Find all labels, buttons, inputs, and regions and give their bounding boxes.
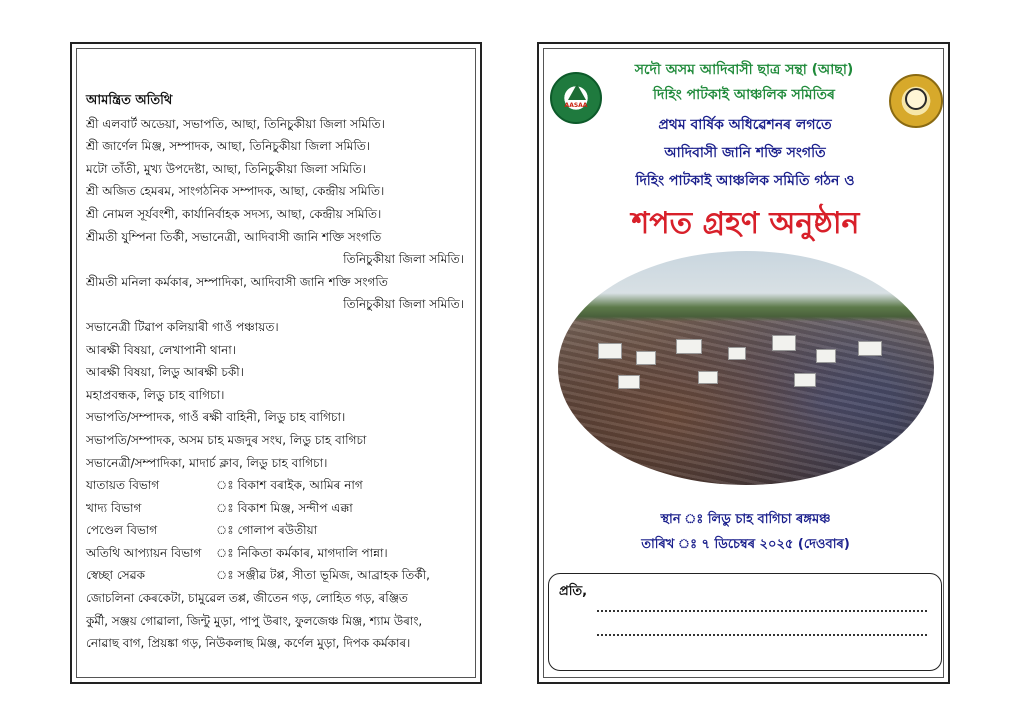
- guest-line: শ্ৰী এলবাৰ্ট অডেয়া, সভাপতি, আছা, তিনিচুকীয়া জিলা সমিতি।: [86, 116, 385, 131]
- department-row: [86, 474, 470, 497]
- ceremony-title: শপত গ্ৰহণ অনুষ্ঠান: [631, 206, 860, 241]
- guest-line: শ্ৰীমতী মনিলা কৰ্মকাৰ, সম্পাদিকা, আদিবাসী জানি শক্তি সংগতি: [86, 274, 388, 289]
- placard: [772, 335, 796, 351]
- event-description-line: আদিবাসী জানি শক্তি সংগতি: [664, 145, 826, 161]
- logo-text: AASAA: [564, 102, 588, 109]
- crowd-photo: [558, 251, 934, 485]
- department-name: পেণ্ডেল বিভাগ: [86, 523, 158, 538]
- guest-line: সভানেত্ৰী টিৱাপ কলিয়াৰী গাওঁ পঞ্চায়ত।: [86, 319, 279, 334]
- guest-line: আৰক্ষী বিষয়া, লিডু আৰক্ষী চকী।: [86, 365, 244, 380]
- logo-emblem: [568, 84, 586, 100]
- venue-text: স্থান ঃ লিডু চাহ বাগিচা ৰঙ্গমঞ্চ: [660, 512, 831, 527]
- volunteer-list-line: নোৱাছ বাগ, প্ৰিয়ঙ্কা গড়, নিউকলাছ মিঞ্জ, কৰ্ণেল মুড়া, দিপক কৰ্মকাৰ।: [86, 636, 411, 651]
- invitation-cover-panel: [537, 42, 950, 684]
- department-row: [86, 542, 470, 565]
- event-description-line: দিহিং পাটকাই আঞ্চলিক সমিতি গঠন ও: [635, 173, 855, 189]
- department-name: যাতায়ত বিভাগ: [86, 478, 160, 493]
- department-name: অতিথি আপ্যায়ন বিভাগ: [86, 545, 202, 560]
- guest-list: [86, 90, 470, 655]
- volunteer-list-line: জোচলিনা কেৰকেটা, চামুৱেল তপ্প, জীতেন গড়, লোহিত গড়, ৰঞ্জিত: [86, 591, 408, 606]
- event-description-line: প্ৰথম বাৰ্ষিক অধিৱেশনৰ লগতে: [658, 117, 832, 133]
- placard: [728, 347, 746, 360]
- logo-emblem: [905, 88, 927, 110]
- department-row: [86, 564, 470, 587]
- guest-heading: আমন্ত্ৰিত অতিথি: [86, 93, 173, 108]
- department-members: ঃ বিকাশ মিঞ্জ, সন্দীপ এক্কা: [216, 500, 353, 515]
- recipient-address-box: [548, 573, 942, 671]
- guest-line: শ্ৰী জাৰ্ণেল মিঞ্জ, সম্পাদক, আছা, তিনিচুকীয়া জিলা সমিতি।: [86, 139, 371, 154]
- guest-line: সভানেত্ৰী/সম্পাদিকা, মাদাৰ্চ ক্লাব, লিডু চাহ বাগিচা।: [86, 455, 328, 470]
- guest-list-panel: [70, 42, 482, 684]
- guest-line: মহাপ্ৰবন্ধক, লিডু চাহ বাগিচা।: [86, 387, 225, 402]
- volunteer-list-line: কুৰ্মী, সঞ্জয় গোৱালা, জিন্টু মুড়া, পাপু উৰাং, ফুলজেঞ্চ মিঞ্জ, শ্যাম উৰাং,: [86, 613, 423, 628]
- placard: [618, 375, 640, 389]
- placard: [858, 341, 882, 356]
- department-name: স্বেচ্ছা সেৱক: [86, 568, 146, 583]
- department-members: ঃ গোলাপ ৰউতীয়া: [216, 523, 318, 538]
- department-row: [86, 497, 470, 520]
- guest-line: সভাপতি/সম্পাদক, অসম চাহ মজদুৰ সংঘ, লিডু চাহ বাগিচা: [86, 432, 367, 447]
- placard: [698, 371, 718, 384]
- department-members: ঃ নিকিতা কৰ্মকাৰ, মাগদালি পান্না।: [216, 545, 388, 560]
- placard: [598, 343, 622, 359]
- department-members: ঃ সঞ্জীৱ টপ্প, সীতা ভূমিজ, আব্ৰাহক তিৰ্কী,: [216, 568, 430, 583]
- organization-name: সদৌ অসম আদিবাসী ছাত্ৰ সন্থা (আছা): [634, 62, 854, 78]
- guest-line: শ্ৰী নোমল সূৰ্যবংশী, কাৰ্যানিৰ্বাহক সদস্য, আছা, কেন্দ্ৰীয় সমিতি।: [86, 206, 382, 221]
- department-name: খাদ্য বিভাগ: [86, 500, 142, 515]
- placard: [676, 339, 702, 354]
- to-label: প্ৰতি,: [559, 584, 588, 599]
- address-dotted-line: [597, 610, 927, 612]
- guest-line: শ্ৰী অজিত হেমৰম, সাংগঠনিক সম্পাদক, আছা, কেন্দ্ৰীয় সমিতি।: [86, 184, 385, 199]
- department-row: [86, 519, 470, 542]
- department-members: ঃ বিকাশ বৰাইক, আমিৰ নাগ: [216, 478, 363, 493]
- guest-line: মটো তাঁতী, মুখ্য উপদেষ্টা, আছা, তিনিচুকীয়া জিলা সমিতি।: [86, 161, 366, 176]
- placard: [816, 349, 836, 363]
- placard: [794, 373, 816, 387]
- guest-line: আৰক্ষী বিষয়া, লেখাপানী থানা।: [86, 342, 237, 357]
- guest-line-continued: তিনিচুকীয়া জিলা সমিতি।: [343, 252, 464, 267]
- committee-name: দিহিং পাটকাই আঞ্চলিক সমিতিৰ: [653, 87, 835, 103]
- guest-line: শ্ৰীমতী যুম্পিনা তিৰ্কী, সভানেত্ৰী, আদিবাসী জানি শক্তি সংগতি: [86, 229, 382, 244]
- placard: [636, 351, 656, 365]
- address-dotted-line: [597, 634, 927, 636]
- date-text: তাৰিখ ঃ ৭ ডিচেম্বৰ ২০২৫ (দেওবাৰ): [641, 537, 850, 552]
- guest-line: সভাপতি/সম্পাদক, গাওঁ ৰক্ষী বাহিনী, লিডু চাহ বাগিচা।: [86, 410, 346, 425]
- guest-line-continued: তিনিচুকীয়া জিলা সমিতি।: [343, 297, 464, 312]
